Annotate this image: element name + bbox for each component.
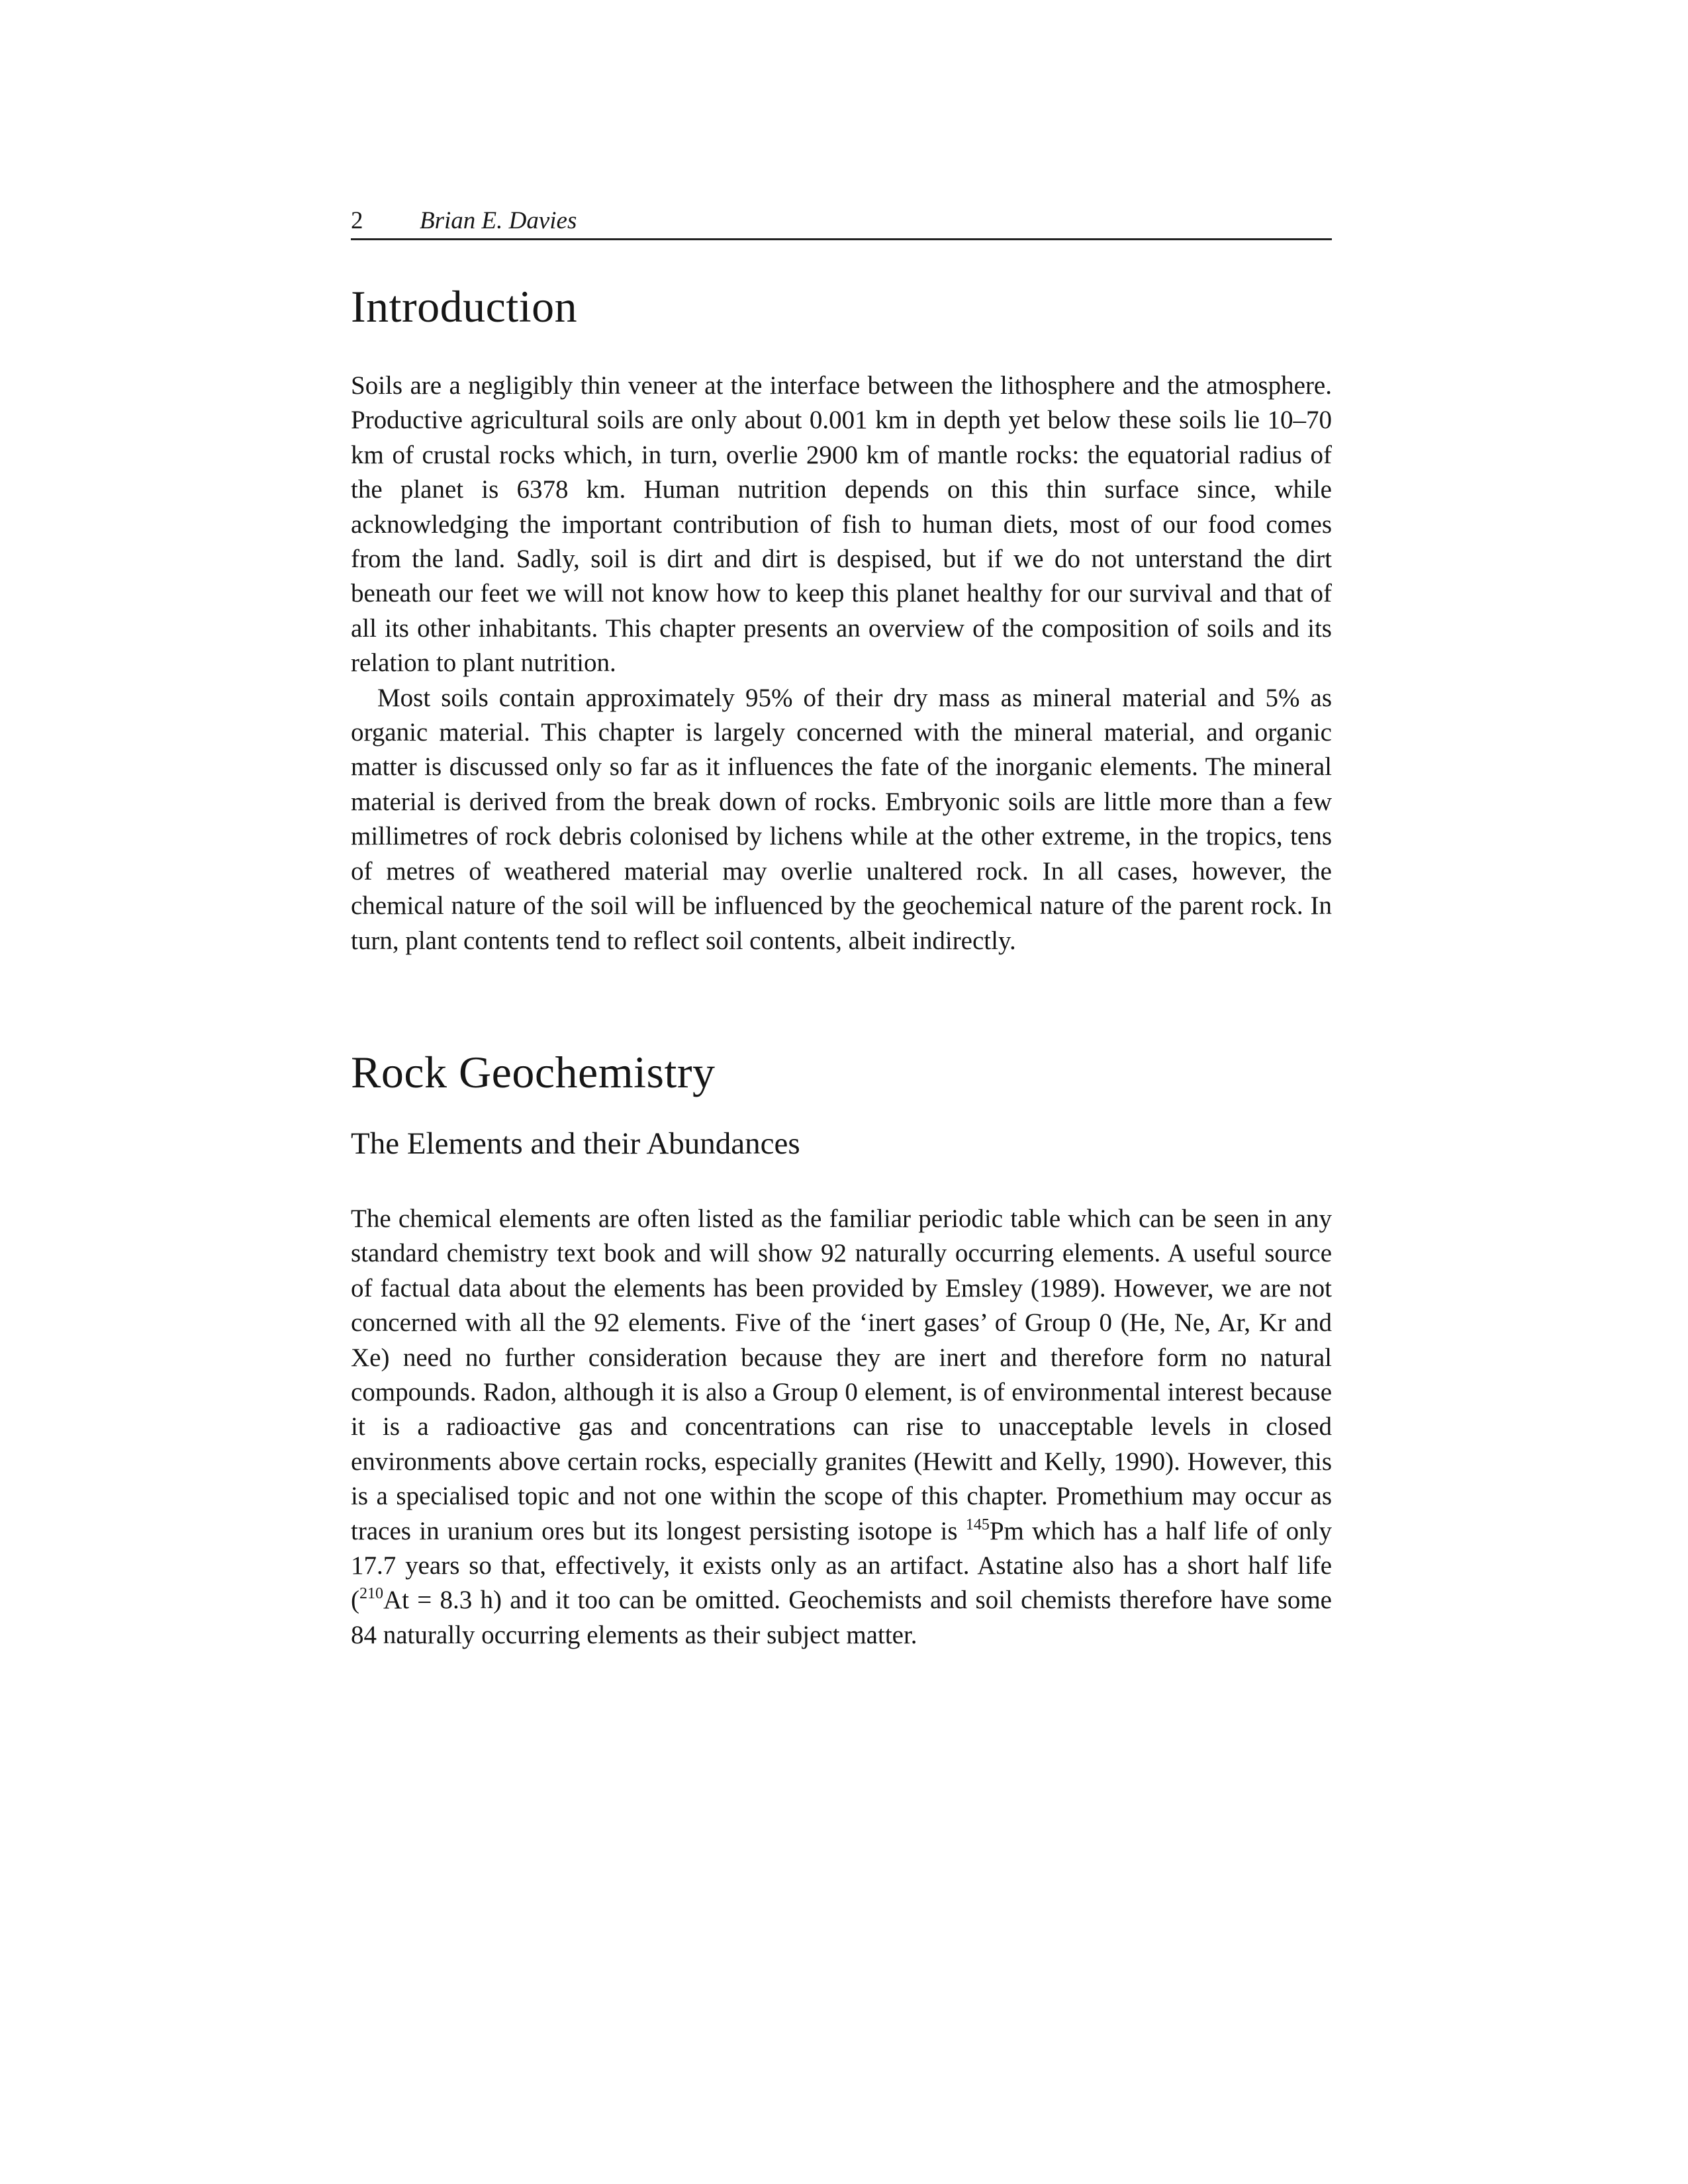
page-number: 2	[351, 207, 363, 234]
introduction-paragraph-2: Most soils contain approximately 95% of their dry mass as mineral material and 5% as organic material. This chapter is largely concerned with the mineral material, and organic matter is discussed only so far as it influences the fate of the inorganic elements. The mineral material is derived from the break down of rocks. Embryonic soils are little more than a few millimetres of rock debris colonised by lichens while at the other extreme, in the tropics, tens of metres of weathered material may overlie unaltered rock. In all cases, however, the chemical nature of the soil will be influenced by the geochemical nature of the parent rock. In turn, plant contents tend to reflect soil contents, albeit indirectly.	[351, 683, 1332, 955]
isotope-mass-astatine: 210	[359, 1585, 383, 1603]
running-header	[351, 199, 1332, 240]
section-title-introduction: Introduction	[351, 281, 578, 332]
isotope-mass-promethium: 145	[965, 1516, 990, 1533]
subsection-title-elements: The Elements and their Abundances	[351, 1126, 800, 1161]
elements-text-part-2: Pm which has a half life of only 17.7 years so that, effectively, it exists only as an artifact. Astatine also has a short half life (	[351, 1516, 1332, 1615]
document-page	[351, 199, 1332, 1653]
introduction-paragraph-1: Soils are a negligibly thin veneer at the interface between the lithosphere and the atmosphere. Productive agricultural soils are only about 0.001 km in depth yet below these soils lie 10–70 km of crustal rocks which, in turn, overlie 2900 km of mantle rocks: the equatorial radius of the planet is 6378 km. Human nutrition depends on this thin surface since, while acknowledging the important contribution of fish to human diets, most of our food comes from the land. Sadly, soil is dirt and dirt is despised, but if we do not unterstand the dirt beneath our feet we will not know how to keep this planet healthy for our survival and that of all its other inhabitants. This chapter presents an overview of the composition of soils and its relation to plant nutrition.	[351, 371, 1332, 678]
elements-paragraph	[351, 1202, 1332, 1653]
section-title-rock-geochemistry: Rock Geochemistry	[351, 1046, 716, 1097]
elements-text-part-3: At = 8.3 h) and it too can be omitted. Geochemists and soil chemists therefore have some 84 naturally occurring elements as their subject matter.	[351, 1586, 1332, 1649]
elements-text-part-1: The chemical elements are often listed as the familiar periodic table which can be seen in any standard chemistry text book and will show 92 naturally occurring elements. A useful source of factual data about the elements has been provided by Emsley (1989). However, we are not concerned with all the 92 elements. Five of the ‘inert gases’ of Group 0 (He, Ne, Ar, Kr and Xe) need no further consideration because they are inert and therefore form no natural compounds. Radon, although it is also a Group 0 element, is of environmental interest because it is a radioactive gas and concentrations can rise to unacceptable levels in closed environments above certain rocks, especially granites (Hewitt and Kelly, 1990). However, this is a specialised topic and not one within the scope of this chapter. Promethium may occur as traces in uranium ores but its longest persisting isotope is	[351, 1204, 1332, 1545]
author-name: Brian E. Davies	[420, 207, 577, 234]
